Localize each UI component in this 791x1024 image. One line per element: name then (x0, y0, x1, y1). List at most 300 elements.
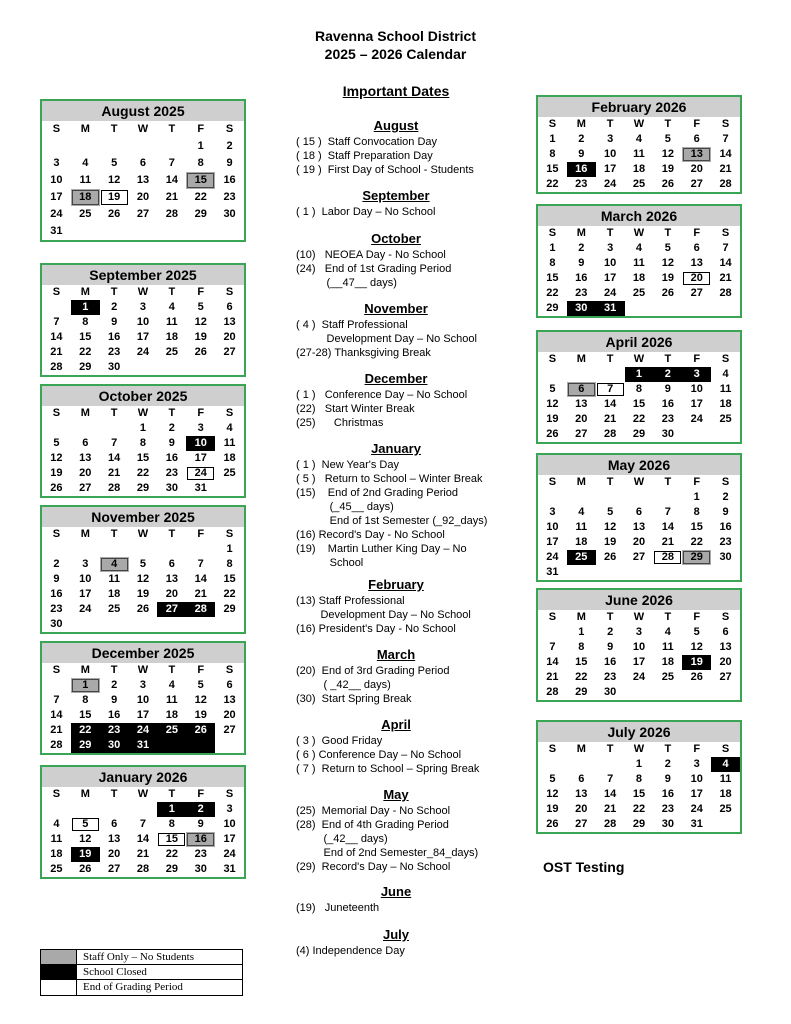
calendar-day: 2 (722, 491, 729, 503)
calendar-day: 26 (546, 818, 559, 830)
calendar-day: 15 (690, 521, 703, 533)
calendar-day: 28 (50, 361, 63, 373)
calendar-day: 18 (223, 452, 236, 464)
calendar-day: 2 (186, 802, 215, 817)
calendar-empty-cell (653, 490, 682, 505)
calendar-day: 19 (661, 163, 674, 175)
weekday-header: S (225, 664, 234, 676)
calendar-day: 23 (719, 536, 732, 548)
calendar-day: 31 (223, 863, 236, 875)
weekday-header: M (80, 123, 90, 135)
calendar-day: 5 (549, 773, 556, 785)
calendar-month-title: March 2026 (538, 206, 740, 226)
section-title: July (382, 927, 409, 942)
calendar-day: 11 (223, 437, 236, 449)
section-may (296, 787, 496, 874)
calendar-day: 30 (223, 208, 236, 220)
calendar-empty-cell (625, 301, 654, 316)
weekday-header: M (80, 528, 90, 540)
event-line: ( 15 ) Staff Convocation Day (296, 136, 438, 148)
calendar-day: 17 (690, 398, 703, 410)
calendar-day: 2 (664, 758, 671, 770)
calendar-day: 12 (661, 148, 674, 160)
calendar-day: 24 (136, 346, 150, 358)
calendar-day: 25 (719, 413, 732, 425)
calendar-day: 26 (690, 671, 703, 683)
calendar-day: 15 (575, 656, 588, 668)
calendar-day: 31 (596, 301, 625, 316)
calendar-day: 25 (632, 287, 646, 299)
weekday-header: S (52, 407, 61, 419)
weekday-header: S (548, 353, 557, 365)
calendar-day: 12 (136, 573, 150, 585)
section-title: September (362, 188, 430, 203)
event-line: ( _42__ days) (296, 679, 391, 691)
calendar-day: 29 (223, 603, 236, 615)
calendar-month-title: July 2026 (538, 722, 740, 742)
weekday-header: T (606, 118, 614, 130)
weekday-header: S (52, 528, 61, 540)
section-march (296, 647, 496, 706)
calendar-day: 25 (719, 803, 732, 815)
calendar-grid (42, 285, 244, 375)
event-line: (__47__ days) (296, 277, 397, 289)
weekday-header: M (80, 664, 90, 676)
weekday-header: F (693, 611, 701, 623)
calendar-empty-cell (625, 565, 654, 580)
calendar-day: 10 (690, 773, 703, 785)
calendar-day: 9 (607, 641, 614, 653)
calendar-day: 25 (223, 467, 236, 479)
weekday-header: S (548, 611, 557, 623)
calendar-day: 14 (604, 788, 617, 800)
weekday-header: F (693, 476, 701, 488)
weekday-header: T (664, 611, 672, 623)
event-line: (19) Juneteenth (296, 902, 380, 914)
calendar-day: 8 (197, 157, 204, 169)
calendar-day: 27 (108, 863, 121, 875)
calendar-day: 15 (546, 163, 559, 175)
calendar-day: 6 (693, 242, 700, 254)
calendar-day: 3 (139, 679, 147, 691)
calendar-day: 27 (223, 346, 236, 358)
calendar-day: 19 (546, 803, 559, 815)
calendar-day: 11 (633, 257, 645, 269)
weekday-header: T (110, 123, 118, 135)
calendar-day: 7 (53, 316, 60, 328)
calendar-grid (538, 610, 740, 700)
calendar-day: 19 (136, 588, 150, 600)
calendar-day: 28 (719, 287, 732, 299)
calendar-day: 5 (693, 626, 700, 638)
calendar-june-2026 (536, 588, 742, 702)
weekday-header: W (137, 528, 149, 540)
calendar-day: 14 (194, 573, 207, 585)
calendar-day: 7 (607, 773, 614, 785)
calendar-grid (42, 527, 244, 632)
calendar-day: 21 (50, 346, 63, 358)
calendar-day: 6 (226, 301, 233, 313)
calendar-day: 11 (633, 148, 645, 160)
calendar-empty-cell (653, 301, 682, 316)
calendar-day: 11 (719, 773, 732, 785)
calendar-day: 27 (157, 602, 186, 617)
calendar-day: 13 (575, 788, 588, 800)
calendar-day: 15 (79, 709, 92, 721)
calendar-empty-cell (42, 138, 71, 155)
calendar-day: 2 (578, 133, 585, 145)
weekday-header: T (606, 353, 614, 365)
calendar-empty-cell (625, 490, 654, 505)
calendar-day: 15 (157, 832, 186, 847)
calendar-day: 14 (136, 833, 150, 845)
ost-testing-label: OST Testing (543, 859, 625, 875)
calendar-day: 2 (653, 367, 682, 382)
weekday-header: S (548, 227, 557, 239)
calendar-day: 27 (575, 428, 588, 440)
calendar-empty-cell (42, 802, 71, 817)
event-line: ( 6 ) Conference Day – No School (296, 749, 462, 761)
calendar-empty-cell (42, 542, 71, 557)
calendar-day: 14 (50, 331, 63, 343)
weekday-header: T (110, 528, 118, 540)
calendar-grid (42, 787, 244, 877)
calendar-day: 22 (79, 346, 92, 358)
calendar-day: 6 (168, 558, 175, 570)
calendar-day: 31 (194, 482, 207, 494)
calendar-day: 4 (635, 133, 643, 145)
calendar-day: 9 (664, 773, 671, 785)
calendar-day: 16 (604, 656, 617, 668)
calendar-empty-cell (567, 757, 596, 772)
section-august (296, 118, 496, 177)
calendar-day: 4 (722, 368, 729, 380)
weekday-header: F (197, 528, 205, 540)
calendar-day: 23 (165, 467, 178, 479)
calendar-day: 27 (632, 551, 646, 563)
calendar-march-2026 (536, 204, 742, 318)
calendar-day: 5 (139, 558, 147, 570)
weekday-header: S (52, 664, 61, 676)
legend-label: Staff Only – No Students (83, 951, 195, 963)
calendar-empty-cell (538, 490, 567, 505)
calendar-day: 7 (722, 242, 729, 254)
calendar-day: 21 (719, 272, 732, 284)
calendar-day: 21 (546, 671, 559, 683)
calendar-day: 11 (662, 641, 674, 653)
calendar-day: 16 (108, 709, 121, 721)
weekday-header: W (137, 664, 149, 676)
calendar-day: 3 (53, 157, 60, 169)
calendar-empty-cell (129, 617, 158, 632)
calendar-empty-cell (100, 617, 129, 632)
calendar-day: 17 (632, 656, 646, 668)
calendar-day: 12 (661, 257, 674, 269)
calendar-empty-cell (682, 685, 711, 700)
calendar-day: 30 (50, 618, 63, 630)
calendar-day: 15 (79, 331, 92, 343)
calendar-day: 19 (194, 709, 207, 721)
weekday-header: W (633, 743, 645, 755)
calendar-empty-cell (100, 542, 129, 557)
calendar-grid (42, 121, 244, 240)
calendar-day: 18 (71, 189, 100, 206)
calendar-day: 6 (82, 437, 89, 449)
calendar-day: 2 (111, 679, 118, 691)
calendar-day: 15 (546, 272, 559, 284)
calendar-day: 25 (661, 671, 674, 683)
calendar-day: 16 (50, 588, 63, 600)
calendar-day: 17 (546, 536, 559, 548)
calendar-day: 27 (223, 724, 236, 736)
calendar-day: 12 (194, 694, 207, 706)
calendar-day: 25 (567, 550, 596, 565)
calendar-day: 31 (129, 738, 158, 753)
calendar-day: 20 (165, 588, 178, 600)
calendar-day: 22 (632, 413, 646, 425)
event-line: ( 5 ) Return to School – Winter Break (296, 473, 483, 485)
calendar-day: 18 (719, 788, 732, 800)
weekday-header: S (225, 286, 234, 298)
calendar-day: 19 (194, 331, 207, 343)
calendar-day: 9 (578, 148, 585, 160)
calendar-day: 4 (53, 818, 60, 830)
weekday-header: T (168, 788, 176, 800)
calendar-empty-cell (682, 427, 711, 442)
calendar-day: 13 (632, 521, 646, 533)
calendar-grid (538, 117, 740, 192)
legend-row-staff-only (41, 950, 242, 965)
event-line: (13) Staff Professional (296, 595, 405, 607)
calendar-day: 10 (604, 257, 617, 269)
calendar-day: 13 (682, 147, 711, 162)
calendar-day: 28 (136, 863, 150, 875)
calendar-day: 1 (625, 367, 654, 382)
weekday-header: F (197, 123, 205, 135)
calendar-empty-cell (71, 421, 100, 436)
weekday-header: T (110, 407, 118, 419)
calendar-day: 19 (682, 655, 711, 670)
section-july (296, 927, 496, 958)
calendar-day: 11 (50, 833, 63, 845)
calendar-empty-cell (100, 421, 129, 436)
calendar-july-2026 (536, 720, 742, 834)
calendar-empty-cell (538, 625, 567, 640)
calendar-day: 20 (108, 848, 121, 860)
calendar-day: 10 (546, 521, 559, 533)
section-title: October (371, 231, 421, 246)
calendar-day: 10 (136, 694, 150, 706)
event-line: Development Day – No School (296, 609, 471, 621)
calendar-grid (538, 226, 740, 316)
calendar-empty-cell (186, 542, 215, 557)
section-title: May (383, 787, 409, 802)
calendar-empty-cell (186, 617, 215, 632)
calendar-day: 30 (108, 361, 121, 373)
calendar-day: 11 (575, 521, 588, 533)
important-dates-heading: Important Dates (342, 83, 450, 99)
calendar-april-2026 (536, 330, 742, 444)
event-line: School (296, 557, 364, 569)
calendar-day: 10 (136, 316, 150, 328)
calendar-empty-cell (157, 138, 186, 155)
calendar-day: 14 (546, 656, 559, 668)
calendar-day: 16 (186, 832, 215, 847)
calendar-day: 26 (546, 428, 559, 440)
calendar-day: 12 (50, 452, 63, 464)
event-line: ( 19 ) First Day of School - Students (296, 164, 474, 176)
calendar-day: 24 (186, 466, 215, 481)
calendar-day: 5 (53, 437, 60, 449)
calendar-day: 5 (71, 817, 100, 832)
calendar-day: 31 (50, 225, 63, 237)
calendar-day: 15 (223, 573, 236, 585)
calendar-day: 15 (136, 452, 150, 464)
calendar-day: 1 (578, 626, 585, 638)
section-september (296, 188, 496, 219)
calendar-day: 20 (690, 163, 703, 175)
section-title: March (376, 647, 416, 662)
calendar-february-2026 (536, 95, 742, 194)
calendar-day: 9 (111, 694, 118, 706)
calendar-day: 23 (50, 603, 63, 615)
calendar-empty-cell (567, 367, 596, 382)
event-line: (10) NEOEA Day - No School (296, 249, 446, 261)
calendar-day: 6 (111, 818, 118, 830)
calendar-day: 2 (168, 422, 175, 434)
calendar-day: 14 (719, 257, 732, 269)
event-line: (29) Record's Day – No School (296, 861, 451, 873)
calendar-day: 3 (197, 422, 204, 434)
calendar-day: 26 (108, 208, 121, 220)
calendar-day: 19 (661, 272, 674, 284)
calendar-day: 18 (632, 163, 646, 175)
calendar-day: 5 (111, 157, 118, 169)
calendar-day: 17 (604, 272, 617, 284)
calendar-day: 17 (50, 191, 63, 203)
section-april (296, 717, 496, 776)
calendar-day: 5 (197, 679, 204, 691)
calendar-day: 9 (578, 257, 585, 269)
calendar-day: 30 (194, 863, 207, 875)
calendar-day: 24 (223, 848, 236, 860)
calendar-day: 30 (661, 818, 674, 830)
calendar-day: 26 (79, 863, 92, 875)
weekday-header: T (110, 664, 118, 676)
event-line: (24) End of 1st Grading Period (296, 263, 452, 275)
calendar-day: 24 (690, 803, 703, 815)
weekday-header: S (225, 528, 234, 540)
weekday-header: W (137, 407, 149, 419)
calendar-day: 16 (661, 398, 674, 410)
calendar-day: 10 (79, 573, 92, 585)
weekday-header: T (664, 227, 672, 239)
legend-row-end-of-grading (41, 980, 242, 995)
calendar-day: 30 (165, 482, 178, 494)
calendar-day: 10 (186, 436, 215, 451)
calendar-day: 20 (575, 803, 588, 815)
calendar-day: 22 (71, 723, 100, 738)
calendar-day: 7 (139, 818, 147, 830)
weekday-header: T (664, 118, 672, 130)
calendar-day: 16 (661, 788, 674, 800)
section-title: December (364, 371, 428, 386)
calendar-day: 24 (690, 413, 703, 425)
calendar-day: 24 (632, 671, 646, 683)
weekday-header: T (606, 476, 614, 488)
weekday-header: M (80, 788, 90, 800)
calendar-empty-cell (71, 542, 100, 557)
weekday-header: T (664, 353, 672, 365)
calendar-day: 10 (632, 641, 646, 653)
calendar-september-2025 (40, 263, 246, 377)
calendar-month-title: September 2025 (42, 265, 244, 285)
calendar-day: 2 (607, 626, 614, 638)
event-line: ( 3 ) Good Friday (296, 735, 383, 747)
calendar-day: 22 (690, 536, 703, 548)
calendar-day: 23 (661, 803, 674, 815)
calendar-day: 8 (549, 257, 556, 269)
calendar-day: 18 (50, 848, 63, 860)
calendar-day: 19 (71, 847, 100, 862)
calendar-year-title: 2025 – 2026 Calendar (324, 46, 467, 62)
calendar-day: 14 (165, 174, 178, 186)
calendar-empty-cell (711, 301, 740, 316)
calendar-day: 4 (635, 242, 643, 254)
calendar-day: 13 (136, 174, 150, 186)
calendar-day: 6 (139, 157, 147, 169)
event-line: (30) Start Spring Break (296, 693, 412, 705)
calendar-grid (42, 406, 244, 496)
calendar-empty-cell (711, 817, 740, 832)
calendar-day: 7 (53, 694, 60, 706)
weekday-header: F (197, 407, 205, 419)
weekday-header: M (576, 476, 586, 488)
calendar-day: 21 (136, 848, 150, 860)
calendar-day: 1 (71, 300, 100, 315)
calendar-day: 1 (693, 491, 700, 503)
section-june (296, 884, 496, 915)
calendar-day: 8 (82, 694, 89, 706)
weekday-header: M (576, 611, 586, 623)
calendar-day: 12 (108, 174, 121, 186)
calendar-day: 13 (108, 833, 121, 845)
calendar-day: 26 (50, 482, 63, 494)
calendar-day: 30 (661, 428, 674, 440)
calendar-day: 12 (79, 833, 92, 845)
calendar-empty-cell (596, 565, 625, 580)
weekday-header: T (606, 227, 614, 239)
calendar-day: 26 (136, 603, 150, 615)
calendar-day: 2 (53, 558, 60, 570)
calendar-empty-cell (42, 678, 71, 693)
calendar-day: 8 (226, 558, 233, 570)
calendar-day: 7 (549, 641, 556, 653)
calendar-day: 17 (223, 833, 236, 845)
calendar-day: 13 (223, 694, 236, 706)
calendar-empty-cell (129, 138, 158, 155)
calendar-day: 28 (50, 739, 63, 751)
calendar-day: 25 (632, 178, 646, 190)
calendar-day: 13 (575, 398, 588, 410)
calendar-day: 17 (690, 788, 703, 800)
weekday-header: S (225, 788, 234, 800)
calendar-day: 24 (79, 603, 92, 615)
calendar-day: 23 (575, 287, 588, 299)
calendar-day: 20 (79, 467, 92, 479)
calendar-day: 31 (546, 566, 559, 578)
calendar-day: 5 (607, 506, 614, 518)
